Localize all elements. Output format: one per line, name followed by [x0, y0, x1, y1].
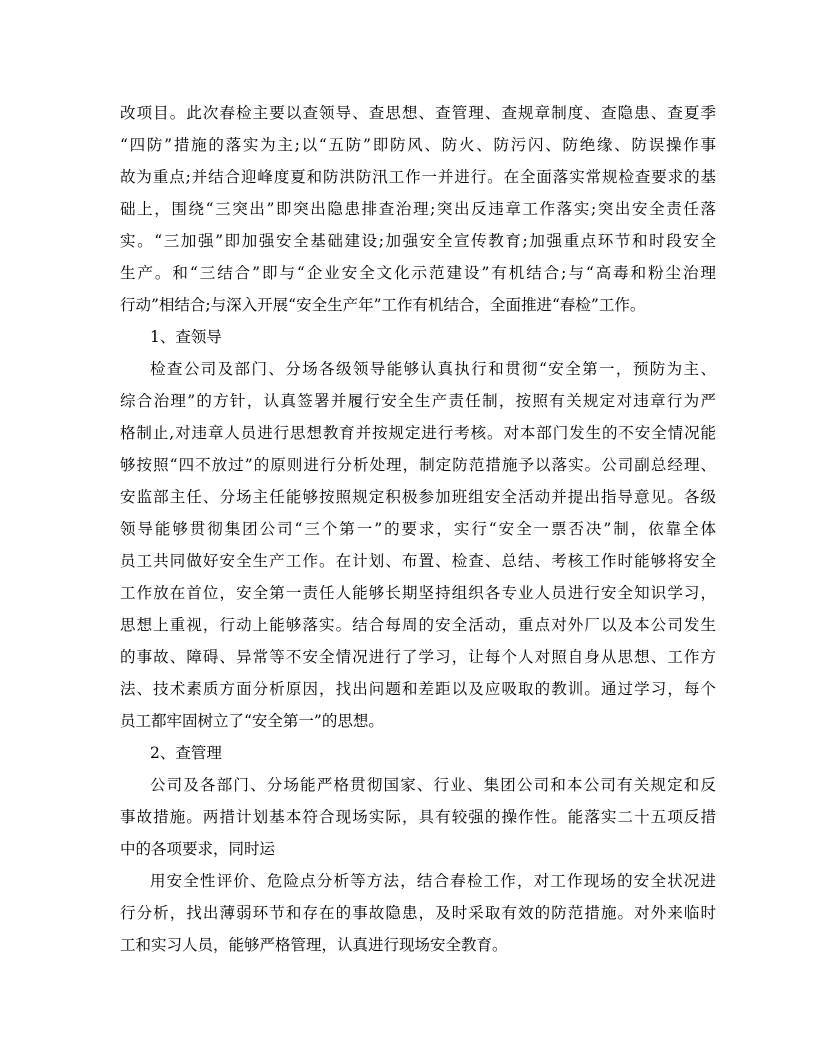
- paragraph-line: 础上，围绕“三突出”即突出隐患排查治理;突出反违章工作落实;突出安全责任落: [120, 200, 716, 218]
- paragraph-line: 改项目。此次春检主要以查领导、查思想、查管理、查规章制度、查隐患、查夏季: [120, 104, 716, 122]
- paragraph-line: 格制止,对违章人员进行思想教育并按规定进行考核。对本部门发生的不安全情况能: [120, 424, 716, 442]
- paragraph-line: 工和实习人员，能够严格管理，认真进行现场安全教育。: [120, 936, 508, 954]
- paragraph-line: 实。“三加强”即加强安全基础建设;加强安全宣传教育;加强重点环节和时段安全: [120, 232, 716, 250]
- paragraph-line: “四防”措施的落实为主;以“五防”即防风、防火、防污闪、防绝缘、防误操作事: [120, 136, 716, 154]
- paragraph-line: 领导能够贯彻集团公司“三个第一”的要求，实行“安全一票否决”制，依靠全体: [120, 520, 716, 538]
- paragraph-line: 工作放在首位，安全第一责任人能够长期坚持组织各专业人员进行安全知识学习，: [120, 584, 716, 602]
- paragraph-line: 够按照“四不放过”的原则进行分析处理，制定防范措施予以落实。公司副总经理、: [120, 456, 716, 474]
- paragraph-line: 事故措施。两措计划基本符合现场实际，具有较强的操作性。能落实二十五项反措: [120, 808, 716, 826]
- paragraph-line: 行动”相结合;与深入开展“安全生产年”工作有机结合，全面推进“春检”工作。: [120, 296, 646, 314]
- paragraph-line: 员工共同做好安全生产工作。在计划、布置、检查、总结、考核工作时能够将安全: [120, 552, 716, 570]
- paragraph-line: 公司及各部门、分场能严格贯彻国家、行业、集团公司和本公司有关规定和反: [150, 776, 716, 794]
- paragraph-line: 的事故、障碍、异常等不安全情况进行了学习，让每个人对照自身从思想、工作方: [120, 648, 716, 666]
- paragraph-line: 中的各项要求，同时运: [120, 840, 276, 858]
- paragraph-line: 用安全性评价、危险点分析等方法，结合春检工作，对工作现场的安全状况进: [150, 872, 716, 890]
- paragraph-line: 生产。和“三结合”即与“企业安全文化示范建设”有机结合;与“高毒和粉尘治理: [120, 264, 716, 282]
- paragraph-line: 安监部主任、分场主任能够按照规定积极参加班组安全活动并提出指导意见。各级: [120, 488, 716, 506]
- paragraph-line: 法、技术素质方面分析原因，找出问题和差距以及应吸取的教训。通过学习，每个: [120, 680, 716, 698]
- paragraph-line: 思想上重视，行动上能够落实。结合每周的安全活动，重点对外厂以及本公司发生: [120, 616, 716, 634]
- paragraph-line: 综合治理”的方针，认真签署并履行安全生产责任制，按照有关规定对违章行为严: [120, 392, 716, 410]
- paragraph-line: 员工都牢固树立了“安全第一”的思想。: [120, 712, 384, 730]
- paragraph-line: 故为重点;并结合迎峰度夏和防洪防汛工作一并进行。在全面落实常规检查要求的基: [120, 168, 716, 186]
- paragraph-line: 行分析，找出薄弱环节和存在的事故隐患，及时采取有效的防范措施。对外来临时: [120, 904, 716, 922]
- section-heading-leadership: 1、查领导: [150, 328, 222, 346]
- section-heading-management: 2、查管理: [150, 744, 222, 762]
- paragraph-line: 检查公司及部门、分场各级领导能够认真执行和贯彻“安全第一，预防为主、: [150, 360, 716, 378]
